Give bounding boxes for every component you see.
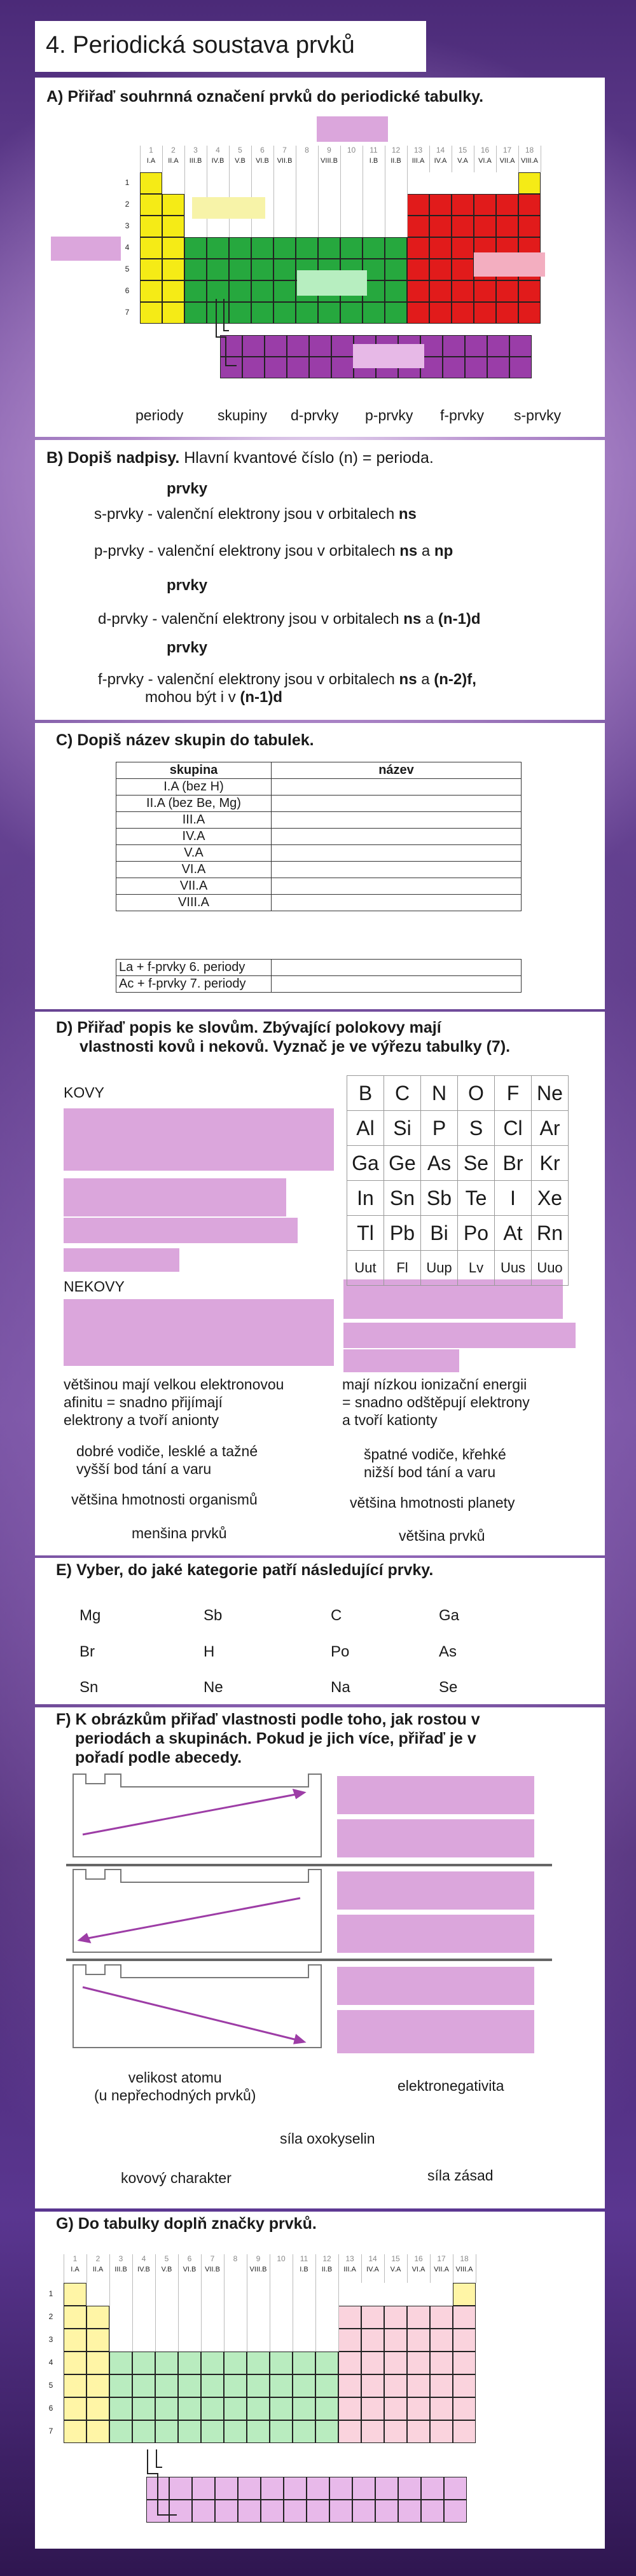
term-s-prvky[interactable]: s-prvky — [514, 407, 562, 424]
period-number: 3 — [48, 2335, 53, 2344]
section-g-heading: G) Do tabulky doplň značky prvků. — [56, 2215, 317, 2233]
group-number: 11 — [370, 146, 378, 155]
element-symbol[interactable]: Uup — [421, 1251, 458, 1286]
element-symbol[interactable]: F — [495, 1076, 532, 1111]
heading-slot: prvky — [167, 577, 208, 594]
section-d-heading-1: D) Přiřaď popis ke slovům. Zbývající polokovy mají — [56, 1019, 441, 1037]
element-symbol[interactable]: Uus — [495, 1251, 532, 1286]
group-number: 5 — [164, 2254, 169, 2263]
group-roman: VII.B — [277, 157, 293, 165]
group-roman: VIII.A — [521, 157, 538, 165]
group-number: 13 — [345, 2254, 354, 2263]
col-nazev: název — [272, 762, 522, 779]
term-periody[interactable]: periody — [135, 407, 184, 424]
group-roman: III.A — [411, 157, 425, 165]
period-number: 1 — [48, 2289, 53, 2298]
group-cell: VI.A — [116, 862, 272, 878]
p-prvky-line: p-prvky - valenční elektrony jsou v orbitalech ns a np — [94, 542, 453, 560]
group-number: 18 — [525, 146, 534, 155]
group-roman: IV.A — [366, 2266, 379, 2273]
element-symbol[interactable]: Cl — [495, 1111, 532, 1146]
desc-7[interactable]: menšina prvků — [132, 1525, 227, 1541]
element-symbol[interactable]: Bi — [421, 1216, 458, 1251]
group-cell: La + f-prvky 6. periody — [116, 960, 272, 976]
period-number: 2 — [48, 2312, 53, 2321]
group-number: 15 — [458, 146, 467, 155]
section-d-heading-2: vlastnosti kovů i nekovů. Vyznač je ve výřezu tabulky (7). — [80, 1038, 511, 1056]
element-symbol[interactable]: Lv — [458, 1251, 495, 1286]
heading-slot: prvky — [167, 639, 208, 656]
element-symbol[interactable]: Rn — [532, 1216, 569, 1251]
desc-5[interactable]: většina hmotnosti organismů — [71, 1491, 258, 1508]
section-a-heading: A) Přiřaď souhrnná označení prvků do periodické tabulky. — [46, 88, 484, 106]
group-number: 14 — [368, 2254, 377, 2263]
period-number: 7 — [125, 308, 130, 317]
element-symbol[interactable]: Sb — [421, 1181, 458, 1216]
group-cell: VII.A — [116, 878, 272, 895]
group-number: 12 — [391, 146, 401, 155]
group-number: 17 — [502, 146, 512, 155]
group-number: 8 — [305, 146, 309, 155]
group-roman: VI.B — [183, 2266, 197, 2273]
group-cell: I.A (bez H) — [116, 779, 272, 796]
col-skupina: skupina — [116, 762, 272, 779]
term-skupiny[interactable]: skupiny — [218, 407, 267, 424]
period-number: 6 — [125, 286, 130, 295]
group-cell: V.A — [116, 845, 272, 862]
period-number: 3 — [125, 221, 130, 230]
group-number: 4 — [216, 146, 220, 155]
element-symbol[interactable]: Se — [439, 1679, 458, 1696]
element-symbol[interactable]: Po — [458, 1216, 495, 1251]
group-number: 16 — [414, 2254, 423, 2263]
group-number: 9 — [327, 146, 331, 155]
group-roman: IV.A — [434, 157, 447, 165]
element-symbol[interactable]: I — [495, 1181, 532, 1216]
group-number: 6 — [187, 2254, 192, 2263]
group-number: 10 — [277, 2254, 286, 2263]
term-d-prvky[interactable]: d-prvky — [291, 407, 339, 424]
group-number: 12 — [322, 2254, 331, 2263]
group-roman: V.A — [390, 2266, 401, 2273]
group-number: 15 — [391, 2254, 400, 2263]
group-roman: VIII.B — [321, 157, 338, 165]
element-symbol[interactable]: H — [204, 1643, 215, 1660]
element-symbol[interactable]: S — [458, 1111, 495, 1146]
element-symbol[interactable]: Ga — [347, 1146, 384, 1181]
element-symbol[interactable]: P — [421, 1111, 458, 1146]
element-symbol[interactable]: Uuo — [532, 1251, 569, 1286]
group-number: 7 — [210, 2254, 215, 2263]
element-symbol[interactable]: Br — [80, 1643, 95, 1660]
group-number: 6 — [260, 146, 265, 155]
element-symbol[interactable]: Sn — [80, 1679, 99, 1696]
desc-2[interactable]: mají nízkou ionizační energii = snadno odštěpují elektrony a tvoří kationty — [342, 1376, 530, 1428]
group-roman: III.B — [114, 2266, 127, 2273]
group-number: 18 — [460, 2254, 469, 2263]
element-symbol[interactable]: Br — [495, 1146, 532, 1181]
group-cell: III.A — [116, 812, 272, 829]
group-roman: VI.A — [478, 157, 492, 165]
group-number: 17 — [437, 2254, 446, 2263]
d-prvky-line: d-prvky - valenční elektrony jsou v orbitalech ns a (n-1)d — [98, 610, 481, 628]
group-number: 8 — [233, 2254, 238, 2263]
heading-slot: prvky — [167, 480, 208, 497]
property-elektronegativita[interactable]: elektronegativita — [398, 2077, 504, 2094]
group-roman: IV.B — [211, 157, 225, 165]
element-symbol[interactable]: Kr — [532, 1146, 569, 1181]
group-roman: I.A — [146, 157, 156, 165]
group-roman: II.B — [391, 157, 401, 165]
element-symbol[interactable]: Al — [347, 1111, 384, 1146]
period-number: 5 — [125, 265, 130, 273]
term-f-prvky[interactable]: f-prvky — [440, 407, 484, 424]
group-roman: II.B — [321, 2266, 333, 2273]
section-f-heading-3: pořadí podle abecedy. — [75, 1749, 242, 1767]
element-symbol[interactable]: Sb — [204, 1607, 223, 1624]
element-symbol[interactable]: Ga — [439, 1607, 460, 1624]
group-number: 2 — [171, 146, 176, 155]
group-number: 1 — [73, 2254, 78, 2263]
element-symbol[interactable]: Se — [458, 1146, 495, 1181]
group-cell: Ac + f-prvky 7. periody — [116, 976, 272, 993]
element-symbol[interactable]: C — [331, 1607, 342, 1624]
group-roman: II.A — [168, 157, 179, 165]
group-roman: III.B — [189, 157, 202, 165]
element-symbol[interactable]: N — [421, 1076, 458, 1111]
group-roman: VII.A — [499, 157, 515, 165]
element-symbol[interactable]: Sn — [384, 1181, 421, 1216]
element-symbol[interactable]: Na — [331, 1679, 350, 1696]
element-symbol[interactable]: Te — [458, 1181, 495, 1216]
group-roman: III.A — [343, 2266, 356, 2273]
group-number: 10 — [347, 146, 356, 155]
group-roman: I.B — [300, 2266, 308, 2273]
element-symbol[interactable]: In — [347, 1181, 384, 1216]
property-sila-zasad[interactable]: síla zásad — [427, 2167, 494, 2184]
period-number: 4 — [48, 2358, 53, 2367]
group-roman: V.A — [457, 157, 468, 165]
period-number: 4 — [125, 243, 130, 252]
period-number: 2 — [125, 200, 130, 209]
group-roman: II.A — [92, 2266, 104, 2273]
group-cell: IV.A — [116, 829, 272, 845]
group-roman: V.B — [235, 157, 245, 165]
section-c-heading: C) Dopiš název skupin do tabulek. — [56, 731, 314, 749]
group-number: 7 — [282, 146, 287, 155]
group-number: 14 — [436, 146, 445, 155]
property-kovovy-charakter[interactable]: kovový charakter — [121, 2170, 232, 2186]
element-symbol[interactable]: Po — [331, 1643, 350, 1660]
group-number: 5 — [238, 146, 242, 155]
desc-8[interactable]: většina prvků — [399, 1527, 485, 1544]
group-number: 16 — [480, 146, 490, 155]
group-number: 2 — [95, 2254, 100, 2263]
group-number: 9 — [256, 2254, 261, 2263]
group-roman: I.A — [71, 2266, 80, 2273]
element-symbol[interactable]: C — [384, 1076, 421, 1111]
group-number: 1 — [149, 146, 153, 155]
section-e-heading: E) Vyber, do jaké kategorie patří následující prvky. — [56, 1561, 434, 1579]
section-b-heading: B) Dopiš nadpisy. Hlavní kvantové číslo (n) = perioda. — [46, 449, 434, 467]
group-roman: I.B — [369, 157, 378, 165]
element-symbol[interactable]: Fl — [384, 1251, 421, 1286]
group-roman: VII.B — [205, 2266, 220, 2273]
nekovy-label: NEKOVY — [64, 1278, 125, 1295]
group-number: 11 — [300, 2254, 308, 2263]
group-roman: VI.A — [411, 2266, 425, 2273]
group-number: 3 — [193, 146, 198, 155]
element-symbol[interactable]: O — [458, 1076, 495, 1111]
group-cell: VIII.A — [116, 895, 272, 911]
page-title: 4. Periodická soustava prvků — [46, 32, 355, 59]
desc-6[interactable]: většina hmotnosti planety — [350, 1494, 515, 1511]
element-symbol[interactable]: B — [347, 1076, 384, 1111]
section-f-heading-2: periodách a skupinách. Pokud je jich více, přiřaď je v — [75, 1730, 476, 1747]
desc-4[interactable]: špatné vodiče, křehké nižší bod tání a varu — [364, 1446, 506, 1480]
element-symbol[interactable]: Ne — [204, 1679, 223, 1696]
group-roman: VI.B — [256, 157, 269, 165]
kovy-label: KOVY — [64, 1084, 104, 1101]
desc-3[interactable]: dobré vodiče, lesklé a tažné vyšší bod tání a varu — [76, 1443, 258, 1477]
group-roman: VIII.A — [455, 2266, 473, 2273]
element-symbol[interactable]: Xe — [532, 1181, 569, 1216]
element-symbol[interactable]: Mg — [80, 1607, 101, 1624]
s-prvky-line: s-prvky - valenční elektrony jsou v orbitalech ns — [94, 506, 417, 523]
element-symbol[interactable]: Si — [384, 1111, 421, 1146]
element-symbol[interactable]: Uut — [347, 1251, 384, 1286]
group-number: 4 — [141, 2254, 146, 2263]
period-number: 7 — [48, 2427, 53, 2435]
element-symbol[interactable]: Ar — [532, 1111, 569, 1146]
group-number: 3 — [118, 2254, 123, 2263]
element-symbol[interactable]: Ge — [384, 1146, 421, 1181]
period-number: 6 — [48, 2404, 53, 2413]
f-prvky-line: f-prvky - valenční elektrony jsou v orbitalech ns a (n-2)f, — [98, 671, 476, 688]
desc-1[interactable]: většinou mají velkou elektronovou afinitu = snadno přijímají elektrony a tvoří anionty — [64, 1376, 284, 1428]
element-symbol[interactable]: Ne — [532, 1076, 569, 1111]
f-prvky-line-2: mohou být i v (n-1)d — [145, 689, 283, 706]
group-roman: VIII.B — [249, 2266, 267, 2273]
section-f-heading-1: F) K obrázkům přiřaď vlastnosti podle toho, jak rostou v — [56, 1711, 480, 1728]
element-symbol[interactable]: Tl — [347, 1216, 384, 1251]
group-number: 13 — [413, 146, 423, 155]
group-cell: II.A (bez Be, Mg) — [116, 796, 272, 812]
element-symbol[interactable]: As — [421, 1146, 458, 1181]
group-roman: IV.B — [137, 2266, 150, 2273]
period-number: 5 — [48, 2381, 53, 2390]
group-roman: VII.A — [434, 2266, 449, 2273]
property-sila-oxokyselin[interactable]: síla oxokyselin — [280, 2130, 375, 2147]
period-number: 1 — [125, 178, 130, 187]
element-symbol[interactable]: Pb — [384, 1216, 421, 1251]
term-p-prvky[interactable]: p-prvky — [365, 407, 413, 424]
property-velikost-atomu[interactable]: velikost atomu (u nepřechodných prvků) — [94, 2069, 256, 2104]
element-symbol[interactable]: At — [495, 1216, 532, 1251]
element-symbol[interactable]: As — [439, 1643, 457, 1660]
group-roman: V.B — [161, 2266, 172, 2273]
